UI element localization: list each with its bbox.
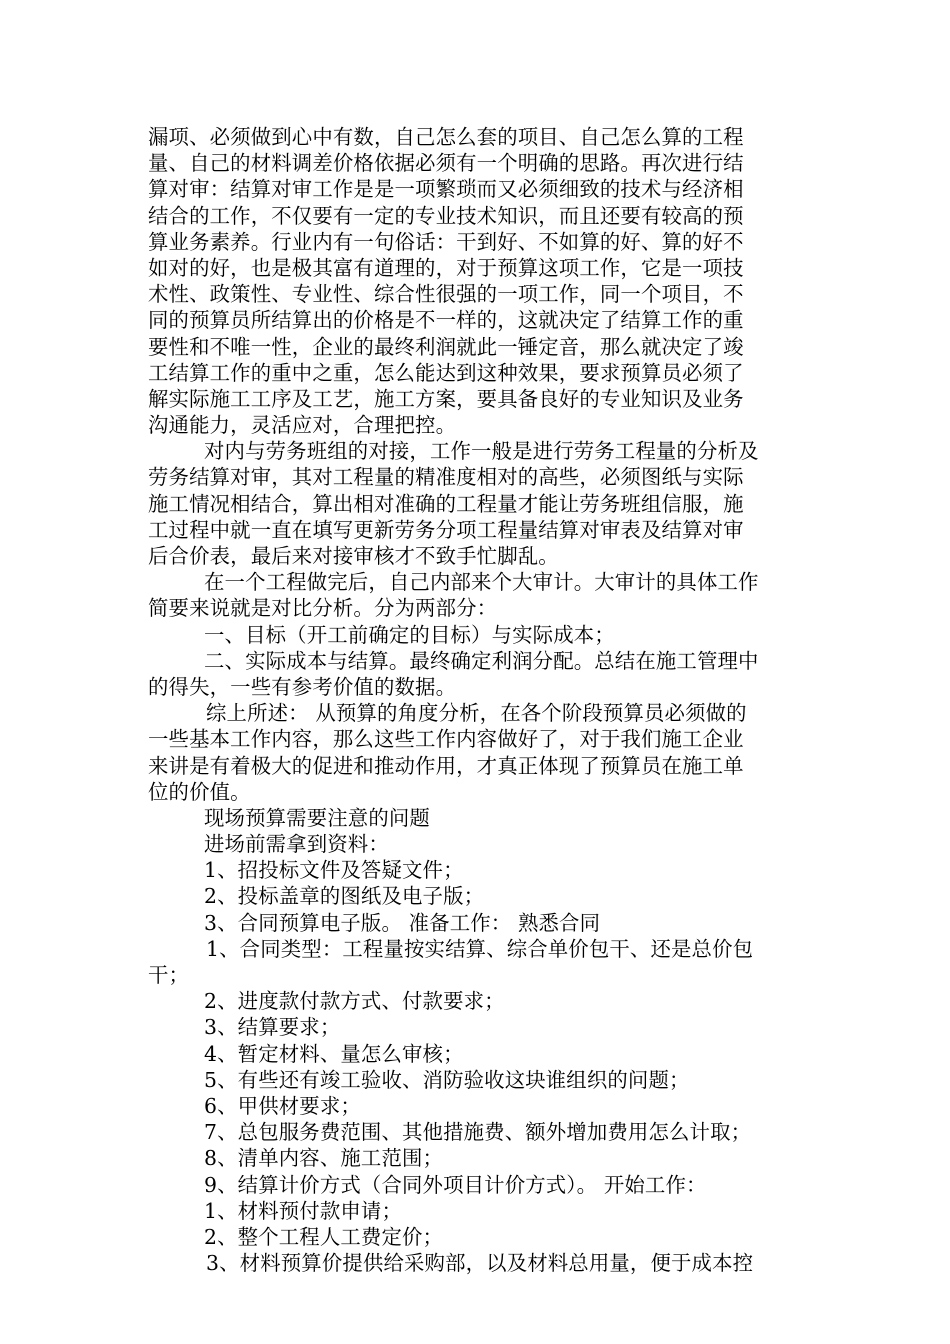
- text-line: 干；: [148, 963, 190, 987]
- text-line: 漏项、必须做到心中有数，自己怎么套的项目、自己怎么算的工程: [148, 125, 744, 149]
- text-line: 同的预算员所结算出的价格是不一样的，这就决定了结算工作的重: [148, 308, 744, 333]
- text-line: 如对的好，也是极其富有道理的，对于预算这项工作，它是一项技: [148, 255, 744, 280]
- text-line: 简要来说就是对比分析。分为两部分：: [148, 596, 498, 621]
- text-line: 解实际施工工序及工艺，施工方案，要具备良好的专业知识及业务: [148, 386, 744, 411]
- text-line: 施工情况相结合，算出相对准确的工程量才能让劳务班组信服，施: [148, 491, 744, 516]
- list-item: 二、实际成本与结算。最终确定利润分配。总结在施工管理中: [204, 648, 759, 673]
- list-item: 3、材料预算价提供给采购部，以及材料总用量，便于成本控: [206, 1251, 754, 1276]
- text-line: 来讲是有着极大的促进和推动作用，才真正体现了预算员在施工单: [148, 753, 744, 778]
- paragraph-start-line: 综上所述： 从预算的角度分析，在各个阶段预算员必须做的: [206, 701, 747, 726]
- paragraph-start-line: 对内与劳务班组的对接，工作一般是进行劳务工程量的分析及: [204, 439, 759, 464]
- section-heading: 现场预算需要注意的问题: [204, 805, 430, 830]
- text-line: 后合价表，最后来对接审核才不致手忙脚乱。: [148, 544, 559, 568]
- text-line: 沟通能力，灵活应对，合理把控。: [148, 413, 457, 438]
- text-line: 工结算工作的重中之重，怎么能达到这种效果，要求预算员必须了: [148, 360, 744, 385]
- list-item: 2、整个工程人工费定价；: [204, 1224, 444, 1249]
- text-line: 一些基本工作内容，那么这些工作内容做好了，对于我们施工企业: [148, 727, 744, 752]
- list-item: 4、暂定材料、量怎么审核；: [204, 1041, 464, 1066]
- text-line: 结合的工作，不仅要有一定的专业技术知识，而且还要有较高的预: [148, 203, 744, 228]
- list-item: 5、有些还有竣工验收、消防验收这块谁组织的问题；: [204, 1067, 690, 1092]
- text-line: 要性和不唯一性，企业的最终利润就此一锤定音，那么就决定了竣: [148, 334, 744, 359]
- list-item: 3、结算要求；: [204, 1015, 341, 1040]
- paragraph-start-line: 在一个工程做完后，自己内部来个大审计。大审计的具体工作: [204, 570, 759, 595]
- text-line: 劳务结算对审，其对工程量的精准度相对的高些，必须图纸与实际: [148, 465, 744, 490]
- list-item: 1、材料预付款申请；: [204, 1198, 402, 1223]
- text-line: 量、自己的材料调差价格依据必须有一个明确的思路。再次进行结: [148, 151, 744, 176]
- list-item: 9、结算计价方式（合同外项目计价方式）。 开始工作：: [204, 1172, 707, 1197]
- list-item: 2、投标盖章的图纸及电子版；: [204, 884, 485, 909]
- text-line: 算对审：结算对审工作是是一项繁琐而又必须细致的技术与经济相: [148, 177, 744, 202]
- list-item: 7、总包服务费范围、其他措施费、额外增加费用怎么计取；: [204, 1120, 752, 1145]
- text-line: 工过程中就一直在填写更新劳务分项工程量结算对审表及结算对审: [148, 517, 744, 542]
- list-item: 1、合同类型：工程量按实结算、综合单价包干、还是总价包: [206, 936, 754, 961]
- text-line: 的得失，一些有参考价值的数据。: [148, 674, 457, 699]
- list-item: 1、招投标文件及答疑文件；: [204, 858, 464, 883]
- list-item: 3、合同预算电子版。 准备工作： 熟悉合同: [204, 910, 601, 935]
- list-item: 6、甲供材要求；: [204, 1093, 361, 1118]
- list-item: 2、进度款付款方式、付款要求；: [204, 989, 505, 1014]
- text-line: 位的价值。: [148, 779, 251, 804]
- list-item: 8、清单内容、施工范围；: [204, 1146, 444, 1171]
- text-line: 术性、政策性、专业性、综合性很强的一项工作，同一个项目，不: [148, 282, 744, 307]
- body-text: [148, 124, 812, 1276]
- text-line: 算业务素养。行业内有一句俗话：干到好、不如算的好、算的好不: [148, 229, 744, 254]
- list-item: 一、目标（开工前确定的目标）与实际成本；: [204, 622, 615, 647]
- subheading: 进场前需拿到资料：: [204, 832, 389, 857]
